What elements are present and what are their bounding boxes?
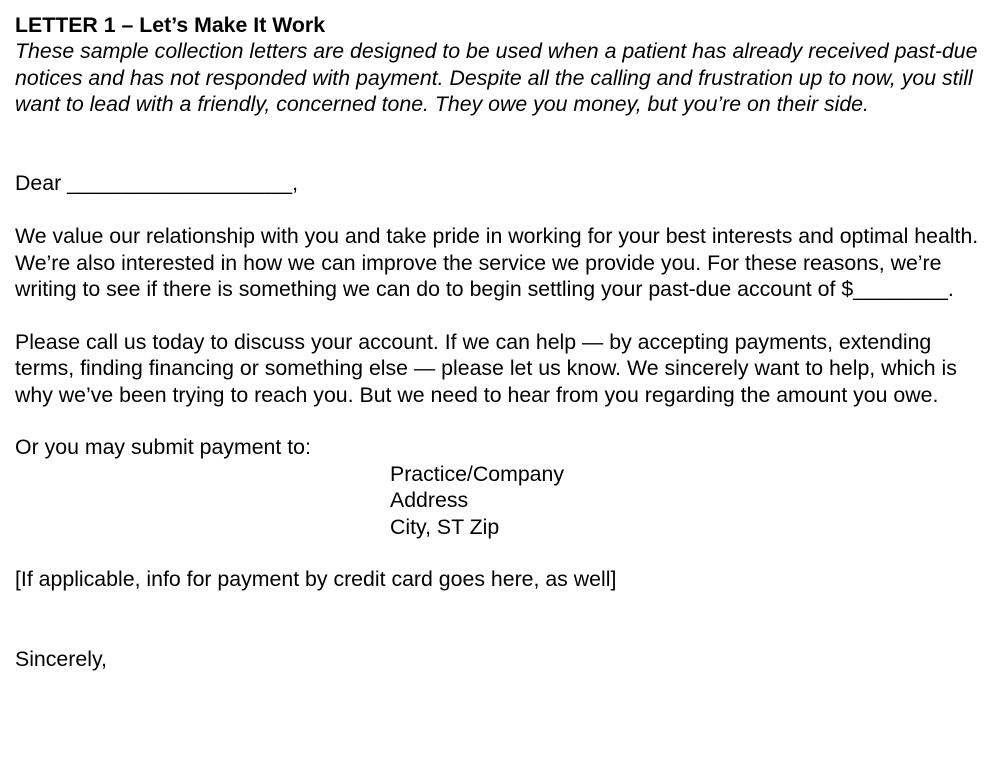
address-line-3: City, ST Zip (390, 514, 500, 539)
address-line-2: Address (390, 488, 469, 513)
payment-intro: Or you may submit payment to: (15, 435, 311, 460)
body-paragraph-2: Please call us today to discuss your account. If we can help — by accepting payments, extending terms, finding financing or something else — please let us know. We sincerely want to help, which is why we’ve been trying to reach you. But we need to hear from you regarding the amount you owe. (15, 329, 957, 407)
payment-address (15, 461, 990, 540)
letter-intro: These sample collection letters are designed to be used when a patient has already received past-due notices and has not responded with payment. Despite all the calling and frustration up to now, you still want to lead with a friendly, concerned tone. They owe you money, but you’re on their side. (15, 39, 978, 117)
spacer (15, 118, 990, 171)
address-line-1: Practice/Company (390, 461, 564, 486)
closing: Sincerely, (15, 646, 107, 671)
spacer (15, 540, 990, 566)
letter-document (15, 12, 990, 672)
salutation: Dear ___________________, (15, 171, 299, 196)
spacer (15, 302, 990, 328)
letter-heading: LETTER 1 – Let’s Make It Work (15, 13, 326, 37)
credit-card-note: [If applicable, info for payment by credit card goes here, as well] (15, 567, 617, 592)
spacer (15, 408, 990, 434)
spacer (15, 197, 990, 223)
spacer (15, 593, 990, 646)
body-paragraph-1: We value our relationship with you and take pride in working for your best interests and optimal health. We’re also interested in how we can improve the service we provide you. For these reasons, we’re writing to see if there is something we can do to begin settling your past-due account of $________. (15, 224, 979, 302)
